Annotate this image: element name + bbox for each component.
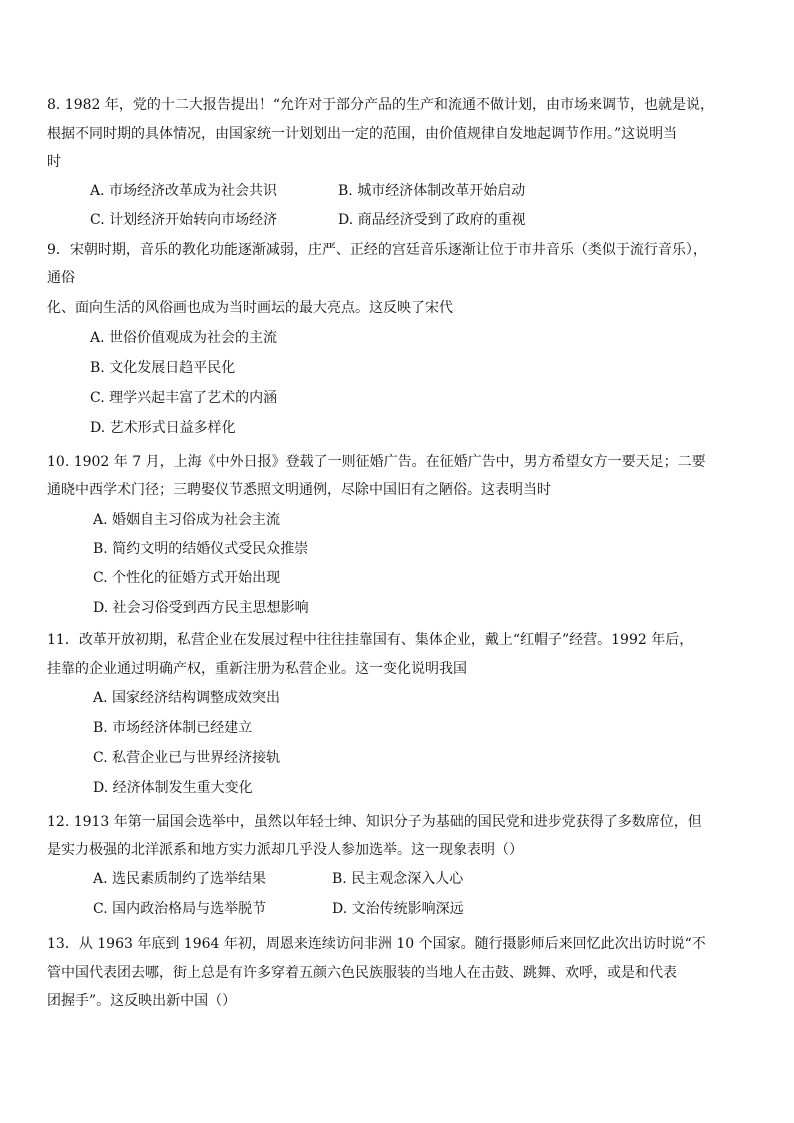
q12-stem-line-1: 12. 1913 年第一届国会选举中，虽然以年轻士绅、知识分子为基础的国民党和进步党获得了多数席位，但 <box>47 814 702 830</box>
q9-stem-line-3: 化、面向生活的风俗画也成为当时画坛的最大亮点。这反映了宋代 <box>47 300 453 316</box>
q12-option-a: A. 选民素质制约了选举结果 <box>93 871 267 887</box>
q10-option-c: C. 个性化的征婚方式开始出现 <box>93 570 281 586</box>
q11-option-c: C. 私营企业已与世界经济接轨 <box>93 750 281 766</box>
q9-option-b: B. 文化发展日趋平民化 <box>90 360 236 376</box>
q9-stem-line-2: 通俗 <box>47 270 75 286</box>
q8-option-a: A. 市场经济改革成为社会共识 <box>90 183 278 199</box>
q13-stem-line-3: 团握手”。这反映出新中国（） <box>47 993 237 1009</box>
q10-stem-line-2: 通晓中西学术门径；三聘娶仪节悉照文明通例，尽除中国旧有之陋俗。这表明当时 <box>47 482 551 498</box>
q9-stem-line-1: 9．宋朝时期，音乐的教化功能逐渐减弱，庄严、正经的宫廷音乐逐渐让位于市井音乐（类似于流行音乐）， <box>47 242 707 258</box>
q8-stem-line-2: 根据不同时期的具体情况，由国家统一计划划出一定的范围，由价值规律自发地起调节作用。”这说明当 <box>47 126 678 142</box>
q8-option-b: B. 城市经济体制改革开始启动 <box>338 183 526 199</box>
q12-stem-line-2: 是实力极强的北洋派系和地方实力派却几乎没人参加选举。这一现象表明（） <box>47 842 523 858</box>
q12-option-d: D. 文治传统影响深远 <box>332 901 464 917</box>
q12-option-b: B. 民主观念深入人心 <box>332 871 464 887</box>
q10-option-a: A. 婚姻自主习俗成为社会主流 <box>93 512 281 528</box>
q11-option-b: B. 市场经济体制已经建立 <box>93 720 253 736</box>
q11-option-d: D. 经济体制发生重大变化 <box>93 780 253 796</box>
q8-option-d: D. 商品经济受到了政府的重视 <box>338 212 526 228</box>
q13-stem-line-2: 管中国代表团去哪，街上总是有许多穿着五颜六色民族服装的当地人在击鼓、跳舞、欢呼，或是和代表 <box>47 965 677 981</box>
q8-stem-line-1: 8. 1982 年，党的十二大报告提出！“允许对于部分产品的生产和流通不做计划，由市场来调节，也就是说， <box>47 97 715 113</box>
q8-option-c: C. 计划经济开始转向市场经济 <box>90 212 278 228</box>
q13-stem-line-1: 13．从 1963 年底到 1964 年初，周恩来连续访问非洲 10 个国家。随行摄影师后来回忆此次出访时说“不 <box>47 936 706 952</box>
q9-option-c: C. 理学兴起丰富了艺术的内涵 <box>90 390 278 406</box>
q9-option-a: A. 世俗价值观成为社会的主流 <box>90 330 278 346</box>
q10-stem-line-1: 10. 1902 年 7 月，上海《中外日报》登载了一则征婚广告。在征婚广告中，男方希望女方一要天足；二要 <box>47 454 706 470</box>
q8-stem-line-3: 时 <box>47 154 61 170</box>
q9-option-d: D. 艺术形式日益多样化 <box>90 420 236 436</box>
q11-stem-line-1: 11．改革开放初期，私营企业在发展过程中往往挂靠国有、集体企业，戴上“红帽子”经营。1992 年后， <box>47 632 694 648</box>
q11-option-a: A. 国家经济结构调整成效突出 <box>93 690 281 706</box>
q10-option-b: B. 简约文明的结婚仪式受民众推崇 <box>93 541 309 557</box>
q12-option-c: C. 国内政治格局与选举脱节 <box>93 901 267 917</box>
q10-option-d: D. 社会习俗受到西方民主思想影响 <box>93 600 309 616</box>
q11-stem-line-2: 挂靠的企业通过明确产权，重新注册为私营企业。这一变化说明我国 <box>47 661 467 677</box>
